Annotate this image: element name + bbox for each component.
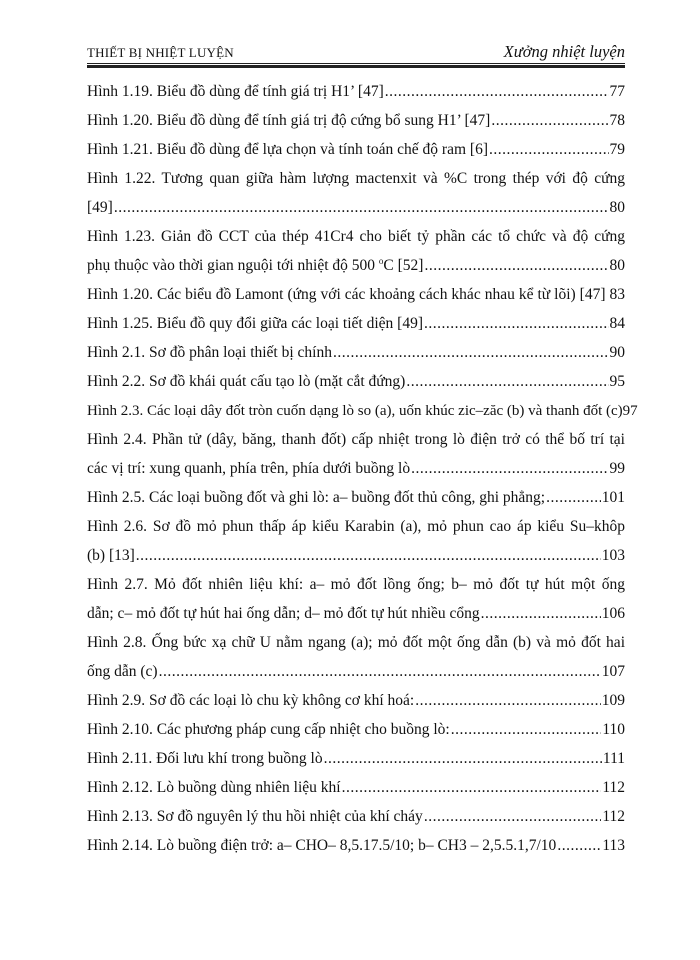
toc-entry-text: Hình 2.3. Các loại dây đốt tròn cuốn dạng lò so (a), uốn khúc zic–zăc (b) và thanh đốt (c)97 <box>87 403 638 419</box>
toc-entry-text: Hình 2.6. Sơ đồ mỏ phun thấp áp kiểu Karabin (a), mỏ phun cao áp kiểu Su–khôp <box>87 518 625 535</box>
toc-leader-dots <box>406 371 608 393</box>
toc-page-number: 80 <box>609 257 625 274</box>
toc-entry[interactable] <box>87 313 625 335</box>
toc-entry-text: các vị trí: xung quanh, phía trên, phía dưới buồng lò <box>87 460 411 477</box>
toc-entry-text: [49] <box>87 199 113 216</box>
toc-entry-text: Hình 1.21. Biểu đồ dùng để lựa chọn và tính toán chế độ ram [6] <box>87 141 488 158</box>
toc-entry-text: Hình 1.20. Các biểu đồ Lamont (ứng với các khoảng cách khác nhau kể từ lõi) [47] 83 <box>87 286 625 303</box>
toc-entry-continuation[interactable] <box>87 603 625 625</box>
toc-page-number: 77 <box>609 83 625 100</box>
toc-entry-text: Hình 2.2. Sơ đồ khái quát cấu tạo lò (mặt cắt đứng) <box>87 373 406 390</box>
toc-entry-text: Hình 2.13. Sơ đồ nguyên lý thu hồi nhiệt của khí cháy <box>87 808 423 825</box>
toc-leader-dots <box>491 110 608 132</box>
toc-entry[interactable] <box>87 835 625 857</box>
toc-entry-text: (b) [13] <box>87 547 135 564</box>
toc-entry-continuation[interactable] <box>87 458 625 480</box>
toc-page-number: 113 <box>602 837 625 854</box>
toc-entry-text: Hình 2.1. Sơ đồ phân loại thiết bị chính <box>87 344 332 361</box>
toc-page-number: 79 <box>609 141 625 158</box>
toc-entry-continuation[interactable] <box>87 255 625 277</box>
toc-entry-text: phụ thuộc vào thời gian nguội tới nhiệt độ 500 $^o$C [52] <box>87 255 424 274</box>
toc-leader-dots <box>546 487 601 509</box>
toc-entry[interactable] <box>87 516 625 538</box>
toc-entry[interactable] <box>87 719 625 741</box>
toc-entry-continuation[interactable] <box>87 661 625 683</box>
toc-leader-dots <box>451 719 602 741</box>
toc-entry[interactable] <box>87 429 625 451</box>
toc-entry-text: Hình 2.9. Sơ đồ các loại lò chu kỳ không cơ khí hoá: <box>87 692 415 709</box>
toc-page-number: 84 <box>609 315 625 332</box>
toc-entry-text: Hình 2.14. Lò buồng điện trở: a– CHO– 8,5.17.5/10; b– CH3 – 2,5.5.1,7/10 <box>87 837 557 854</box>
toc-page-number: 112 <box>602 779 625 796</box>
toc-entry[interactable] <box>87 400 638 422</box>
toc-entry[interactable] <box>87 342 625 364</box>
toc-leader-dots <box>424 806 602 828</box>
toc-page-number: 110 <box>602 721 625 738</box>
toc-entry-continuation[interactable] <box>87 197 625 219</box>
toc-page-number: 78 <box>609 112 625 129</box>
toc-entry-text: Hình 2.5. Các loại buồng đốt và ghi lò: a– buồng đốt thủ công, ghi phẳng; <box>87 489 546 506</box>
header-book-title: THIẾT BỊ NHIỆT LUYỆN <box>87 45 234 60</box>
toc-entry[interactable] <box>87 806 625 828</box>
toc-page-number: 80 <box>609 199 625 216</box>
page-header <box>87 40 625 64</box>
toc-entry-text: Hình 2.11. Đối lưu khí trong buồng lò <box>87 750 323 767</box>
toc-entry[interactable] <box>87 168 625 190</box>
toc-leader-dots <box>385 81 609 103</box>
toc-leader-dots <box>481 603 601 625</box>
toc-entry-text: Hình 2.7. Mỏ đốt nhiên liệu khí: a– mỏ đốt lồng ống; b– mỏ đốt tự hút một ống <box>87 576 625 593</box>
toc-entry-text: Hình 2.10. Các phương pháp cung cấp nhiệt cho buồng lò: <box>87 721 450 738</box>
toc-leader-dots <box>136 545 601 567</box>
toc-entry[interactable] <box>87 81 625 103</box>
toc-page-number: 101 <box>601 489 625 506</box>
toc-entry-text: dẫn; c– mỏ đốt tự hút hai ống dẫn; d– mỏ đốt tự hút nhiều cổng <box>87 605 480 622</box>
toc-entry-text: Hình 2.8. Ống bức xạ chữ U nằm ngang (a); mỏ đốt một ống dẫn (b) và mỏ đốt hai <box>87 634 625 651</box>
toc-entry[interactable] <box>87 777 625 799</box>
toc-page-number: 112 <box>602 808 625 825</box>
toc-entry-text: Hình 1.19. Biểu đồ dùng để tính giá trị H1’ [47] <box>87 83 384 100</box>
toc-leader-dots <box>557 835 601 857</box>
toc-page-number: 106 <box>601 605 625 622</box>
toc-entry-text: Hình 1.23. Giản đồ CCT của thép 41Cr4 cho biết tỷ phần các tổ chức và độ cứng <box>87 228 625 245</box>
toc-leader-dots <box>424 313 609 335</box>
header-chapter-title: Xưởng nhiệt luyện <box>503 42 625 61</box>
toc-leader-dots <box>424 255 608 277</box>
toc-entry[interactable] <box>87 371 625 393</box>
toc-page-number: 111 <box>602 750 625 767</box>
header-rule <box>87 63 625 68</box>
toc-entry-text: Hình 2.12. Lò buồng dùng nhiên liệu khí <box>87 779 341 796</box>
toc-page-number: 90 <box>609 344 625 361</box>
toc-entry[interactable] <box>87 632 625 654</box>
toc-entry-continuation[interactable] <box>87 545 625 567</box>
toc-page-number: 95 <box>609 373 625 390</box>
toc-page-number: 107 <box>601 663 625 680</box>
toc-page-number: 109 <box>601 692 625 709</box>
toc-page-number: 99 <box>609 460 625 477</box>
toc-leader-dots <box>411 458 608 480</box>
toc-entry[interactable] <box>87 748 625 770</box>
toc-leader-dots <box>159 661 601 683</box>
toc-entry-text: Hình 2.4. Phần tử (dây, băng, thanh đốt) cấp nhiệt trong lò điện trở có thể bố trí tại <box>87 431 625 448</box>
toc-entry-text: ống dẫn (c) <box>87 663 158 680</box>
toc-leader-dots <box>333 342 609 364</box>
toc-entry[interactable] <box>87 284 625 306</box>
toc-entry[interactable] <box>87 139 625 161</box>
toc-entry[interactable] <box>87 690 625 712</box>
toc-leader-dots <box>415 690 601 712</box>
toc-leader-dots <box>489 139 609 161</box>
degree-superscript: o <box>378 255 384 266</box>
toc-entry-text: Hình 1.22. Tương quan giữa hàm lượng mactenxit và %C trong thép với độ cứng <box>87 170 625 187</box>
toc-page-number: 103 <box>601 547 625 564</box>
toc-entry-text: Hình 1.20. Biểu đồ dùng để tính giá trị độ cứng bổ sung H1’ [47] <box>87 112 491 129</box>
toc-entry[interactable] <box>87 226 625 248</box>
toc-entry[interactable] <box>87 574 625 596</box>
toc-entry-text: Hình 1.25. Biểu đồ quy đổi giữa các loại tiết diện [49] <box>87 315 423 332</box>
toc-entry[interactable] <box>87 110 625 132</box>
toc-leader-dots <box>324 748 602 770</box>
toc-entry[interactable] <box>87 487 625 509</box>
toc-leader-dots <box>342 777 602 799</box>
toc-leader-dots <box>114 197 609 219</box>
